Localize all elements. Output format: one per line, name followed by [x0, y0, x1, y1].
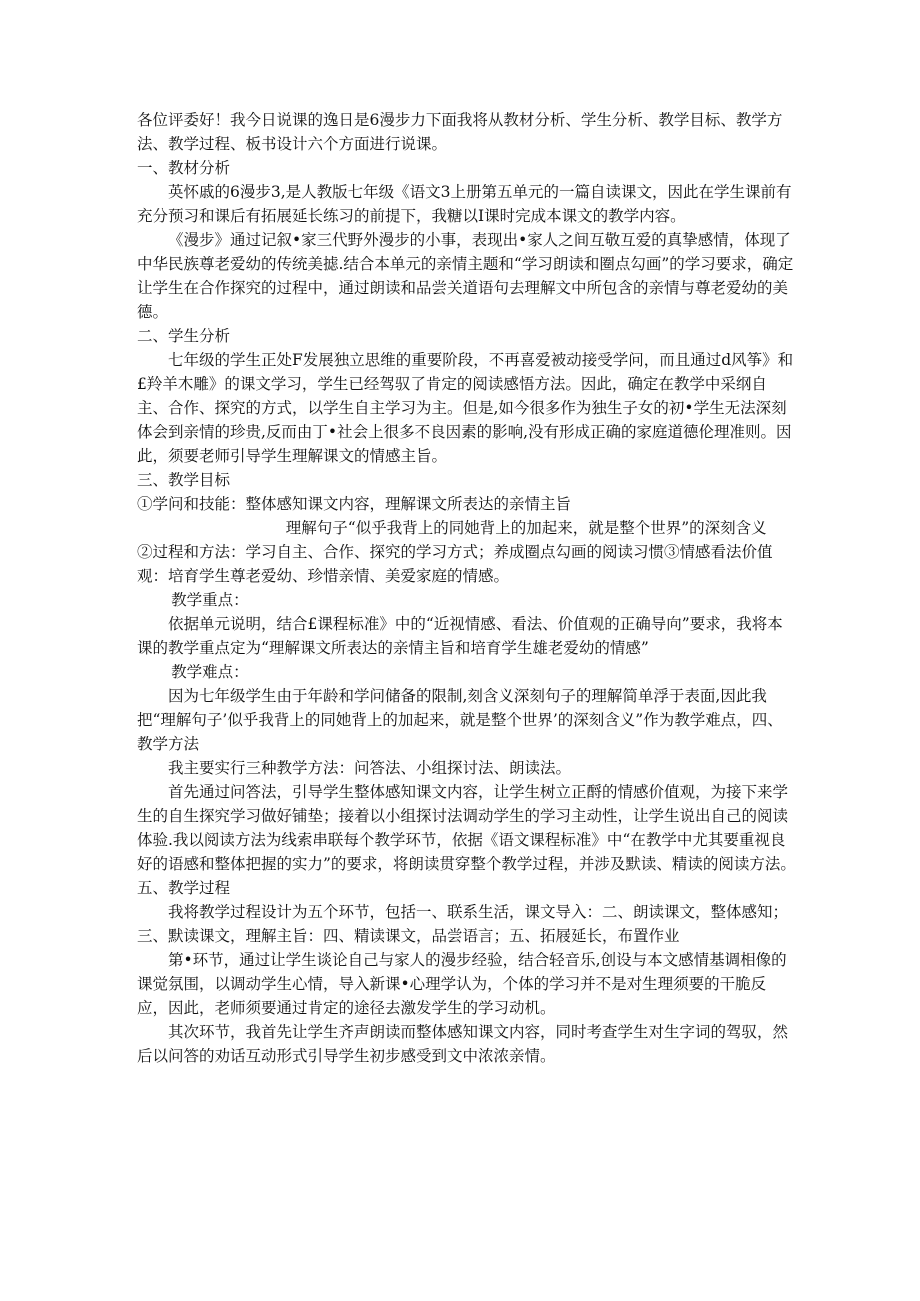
paragraph: 首先通过问答法，引导学生整体感知课文内容，让学生树立正酹的情感价值观，为接下来学生的自生探究学习做好铺垫；接着以小组探讨法调动学生的学习主动性，让学生说出自己的阅读体验.我以阅读方法为线索串联每个教学环节，依据《语文课程标准》中“在教学中尤其要重视良好的语感和整体把握的实力”的要求，将朗读贯穿整个教学过程，并涉及默读、精读的阅读方法。 — [137, 783, 796, 873]
intro-paragraph: 各位评委好！我今日说课的逸日是6漫步力下面我将从教材分析、学生分析、教学目标、教学方法、教学过程、板书设计六个方面进行说课。 — [137, 111, 783, 153]
goal-item: ②过程和方法：学习自主、合作、探究的学习方式；养成圈点勾画的阅读习惯③情感看法价值观：培育学生尊老爱幼、珍惜亲情、美爱家庭的情感。 — [137, 543, 773, 585]
paragraph: 其次环节，我首先让学生齐声朗读而整体感知课文内容，同时考查学生对生字词的驾驭，然后以问答的劝话互动形式引导学生初步感受到文中浓浓亲情。 — [137, 1023, 789, 1065]
paragraph: 第•环节，通过让学生谈论自己与家人的漫步经验，结合轻音乐,创设与本文感情基调相像的课觉氛围，以调动学生心情，导入新课•心理学认为，个体的学习并不是对生理须要的干脆反应，因此，老师须要通过肯定的途径去激发学生的学习动机。 — [137, 951, 787, 1017]
paragraph: 英怀戚的6漫步3,是人教版七年级《语文3上册第五单元的一篇自读课文，因此在学生课前有充分预习和课后有拓展延长练习的前提下，我糖以I课时完成本课文的教学内容。 — [137, 183, 792, 225]
section-heading-teaching-process: 五、教学过程 — [137, 879, 231, 897]
document-body — [137, 108, 797, 1068]
paragraph: 我将教学过程设计为五个环节，包括一、联系生活，课文导入：二、朗读课文，整体感知；三、默读课文，理解主旨：四、精读课文，品尝语言；五、拓屐延长，布置作业 — [137, 903, 789, 945]
goal-item: 理解句子“似乎我背上的同她背上的加起来，就是整个世界”的深刻含义 — [285, 519, 767, 537]
section-heading-textbook-analysis: 一、教材分析 — [137, 159, 231, 177]
paragraph: 七年级的学生正处F发展独立思维的重要阶段，不再喜爱被动接受学问，而且通过d风筝》和£羚羊木雕》的课文学习，学生已经驾驭了肯定的阅读感悟方法。因此，确定在教学中采纲自主、合作、探究的方式，以学生自主学习为主。但是,如今很多作为独生子女的初•学生无法深刻体会到亲情的珍贵,反而由丁•社会上很多不良因素的影响,没有形成正确的家庭道德伦理准则。因此，须要老师引导学生理解课文的情感主旨。 — [137, 351, 794, 465]
goal-item: ①学问和技能：整体感知课文内容，理解课文所表达的亲情主旨 — [137, 495, 572, 513]
subheading-difficulties: 教学难点： — [171, 663, 249, 681]
paragraph: 我主要实行三种教学方法：问答法、小组探讨法、朗读法。 — [168, 759, 572, 777]
paragraph: 《漫步》通过记叙•家三代野外漫步的小事，表现出•家人之间互敬互爱的真挚感情，体现了中华民族尊老爱幼的传统美摅.结合本单元的亲情主题和“学习朗读和圈点勾画”的学习要求，确定让学生在合作探究的过程中，通过朗读和品尝关道语句去理解文中所包含的亲情与尊老爱幼的美德。 — [137, 231, 794, 321]
section-heading-student-analysis: 二、学生分析 — [137, 327, 231, 345]
subheading-key-points: 教学重点： — [171, 591, 249, 609]
section-heading-teaching-goals: 三、教学目标 — [137, 471, 231, 489]
paragraph: 因为七年级学生由于年龄和学问储备的限制,刻含义深刻句子的理解简单浮于表面,因此我把“理解句子’似乎我背上的同她背上的加起来，就是整个世界’的深刻含义”作为教学难点，四、教学方法 — [137, 687, 783, 753]
paragraph: 依据单元说明，结合£课程标准》中的“近视情感、看法、价值观的正确导向”要求，我将本课的教学重点定为“理解课文所表达的亲情主旨和培育学生雄老爱幼的情感” — [137, 615, 783, 657]
